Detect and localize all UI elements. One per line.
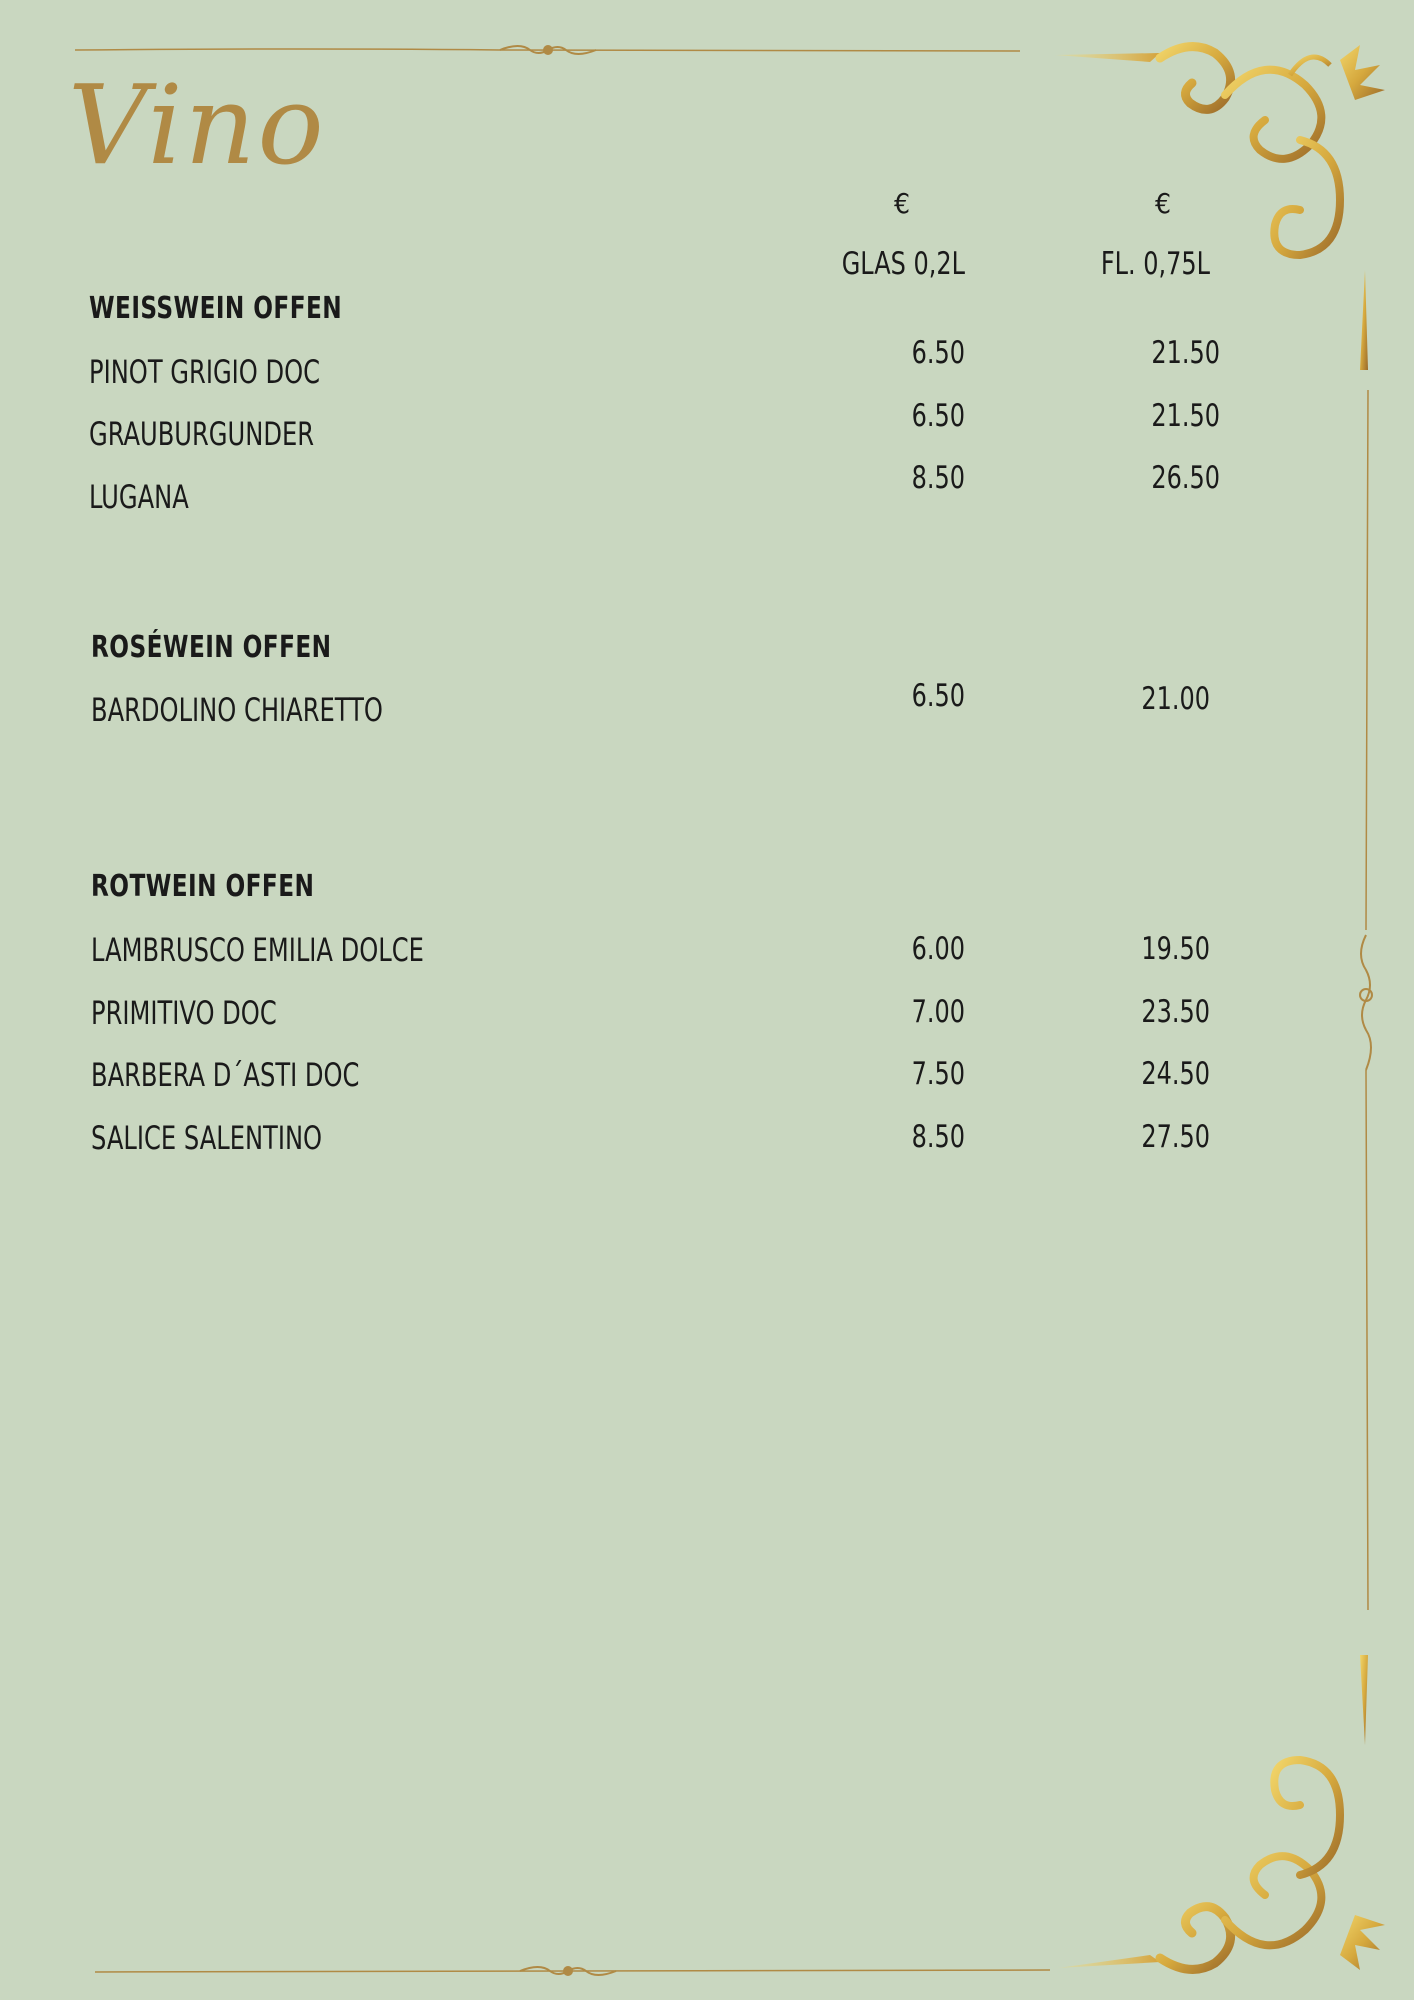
glass-currency-symbol: € <box>893 187 911 220</box>
section-title-rosewein: ROSÉWEIN OFFEN <box>91 630 332 665</box>
bottle-price: 26.50 <box>1151 460 1220 496</box>
glass-price: 7.00 <box>911 994 965 1030</box>
glass-price: 8.50 <box>911 1119 965 1155</box>
glass-price: 7.50 <box>911 1056 965 1092</box>
menu-item-name: LUGANA <box>89 478 189 516</box>
menu-item-name: SALICE SALENTINO <box>91 1119 323 1157</box>
glass-price: 6.00 <box>911 931 965 967</box>
top-right-corner-flourish <box>1055 45 1385 370</box>
menu-item-name: BARBERA D´ASTI DOC <box>91 1056 360 1094</box>
bottle-price: 21.50 <box>1151 335 1220 371</box>
bottle-price: 27.50 <box>1141 1119 1210 1155</box>
menu-item-name: PINOT GRIGIO DOC <box>89 353 321 391</box>
bottom-rule-ornament <box>95 1966 1050 1976</box>
right-rule-ornament <box>1360 390 1372 1610</box>
glass-price: 6.50 <box>911 335 965 371</box>
section-title-rotwein: ROTWEIN OFFEN <box>91 869 315 904</box>
glass-price: 6.50 <box>911 398 965 434</box>
glass-price: 6.50 <box>911 678 965 714</box>
bottle-price: 19.50 <box>1141 931 1210 967</box>
bottle-price: 23.50 <box>1141 994 1210 1030</box>
glass-price: 8.50 <box>911 460 965 496</box>
bottle-price: 21.00 <box>1141 681 1210 717</box>
glass-column-header: GLAS 0,2L <box>841 246 965 282</box>
bottle-column-header: FL. 0,75L <box>1100 246 1210 282</box>
bottle-currency-symbol: € <box>1154 187 1172 220</box>
menu-item-name: GRAUBURGUNDER <box>89 415 315 453</box>
bottle-price: 24.50 <box>1141 1056 1210 1092</box>
menu-item-name: LAMBRUSCO EMILIA DOLCE <box>91 931 424 969</box>
menu-title: Vino <box>68 61 326 189</box>
menu-item-name: BARDOLINO CHIARETTO <box>91 691 383 729</box>
section-title-weisswein: WEISSWEIN OFFEN <box>89 291 343 326</box>
top-rule-ornament <box>75 45 1020 55</box>
menu-item-name: PRIMITIVO DOC <box>91 994 277 1032</box>
bottom-right-corner-flourish <box>1058 1655 1385 1970</box>
bottle-price: 21.50 <box>1151 398 1220 434</box>
